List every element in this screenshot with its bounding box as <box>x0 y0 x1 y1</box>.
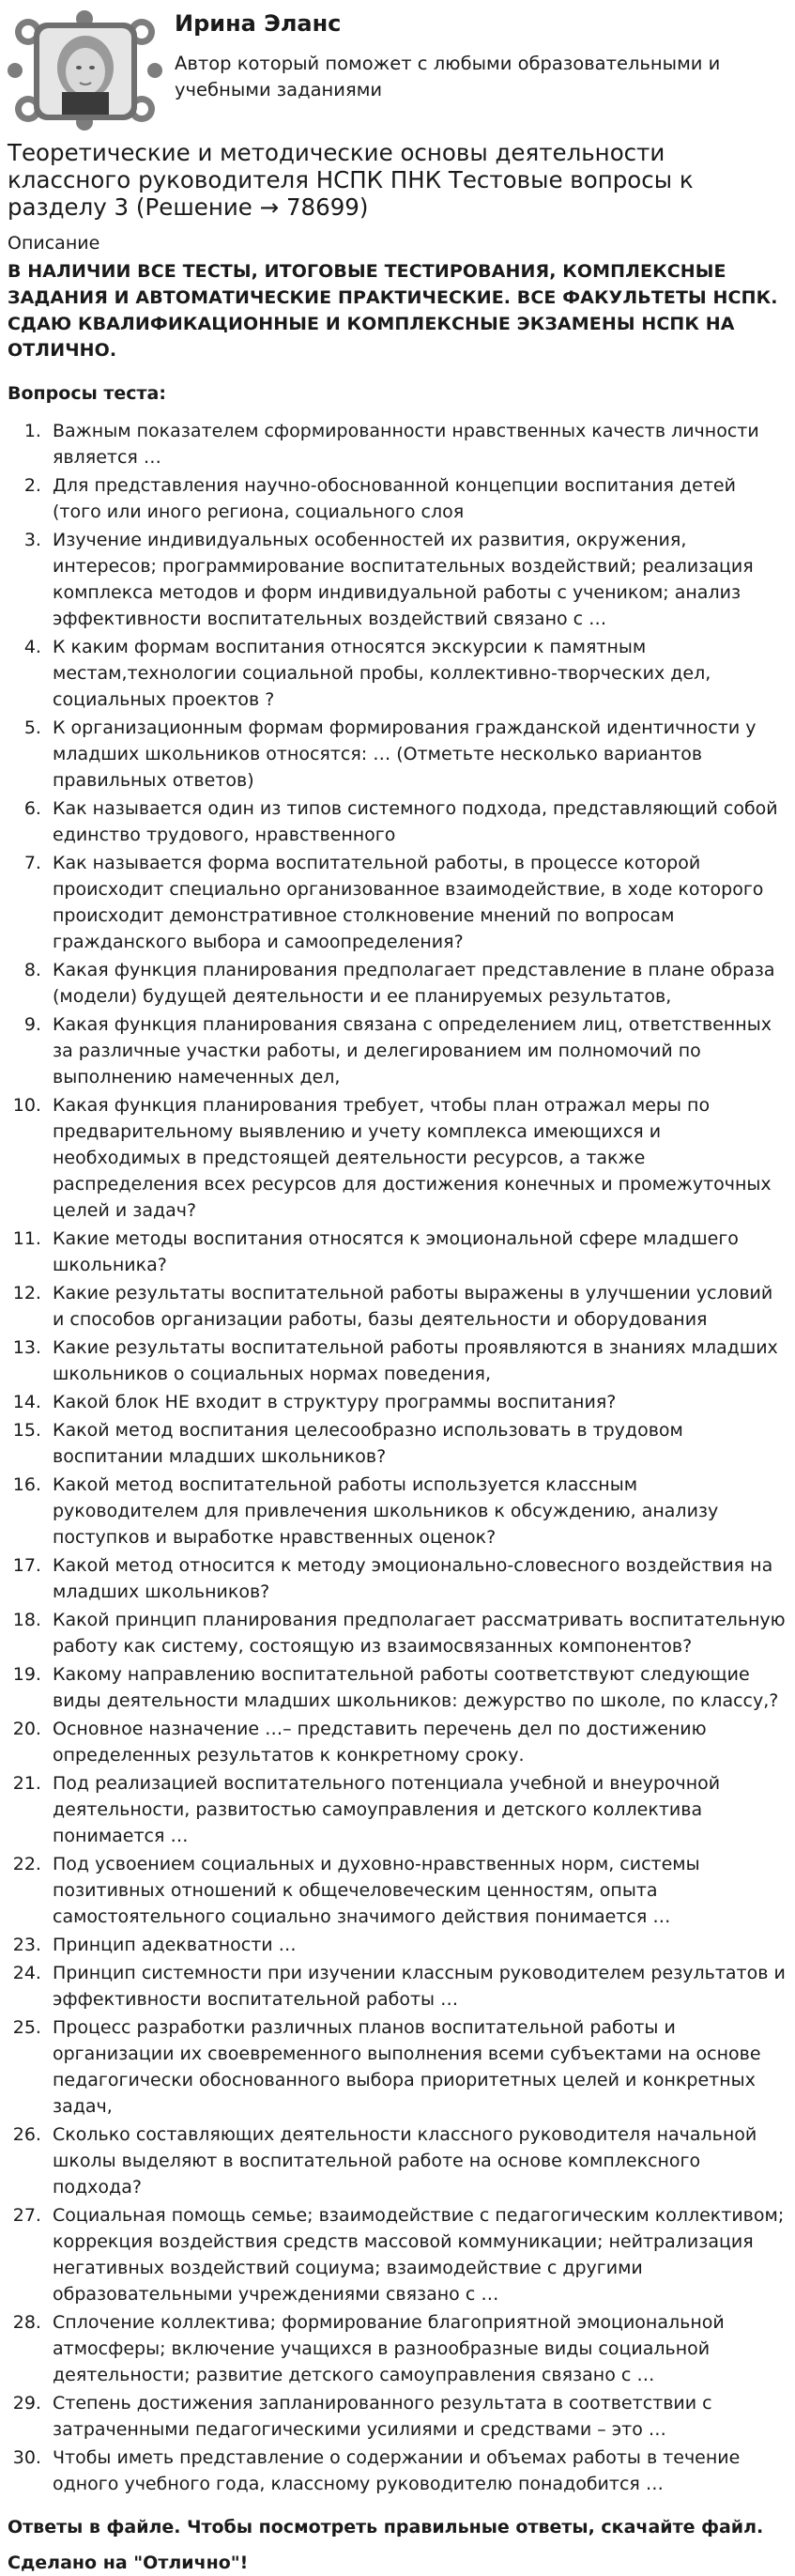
question-item: 8. Какая функция планирования предполагает представление в плане образа (модели) будущей деятельности и ее планируемых результатов, <box>47 957 787 1010</box>
question-item: 17. Какой метод относится к методу эмоционально-словесного воздействия на младших школьников? <box>47 1552 787 1605</box>
questions-heading: Вопросы теста: <box>8 383 166 404</box>
question-item: 24. Принцип системности при изучении классным руководителем результатов и эффективности воспитательной работы … <box>47 1960 787 2013</box>
question-item: 6. Как называется один из типов системного подхода, представляющий собой единство трудового, нравственного <box>47 795 787 848</box>
question-item: 26. Сколько составляющих деятельности классного руководителя начальной школы выделяют в воспитательной работе на основе комплексного подхода? <box>47 2121 787 2200</box>
question-item: 29. Степень достижения запланированного результата в соответствии с затраченными педагогическими усилиями и средствами – это … <box>47 2390 787 2443</box>
description-text: В НАЛИЧИИ ВСЕ ТЕСТЫ, ИТОГОВЫЕ ТЕСТИРОВАНИЯ, КОМПЛЕКСНЫЕ ЗАДАНИЯ И АВТОМАТИЧЕСКИЕ ПРАКТИЧЕСКИЕ. ВСЕ ФАКУЛЬТЕТЫ НСПК. СДАЮ КВАЛИФИКАЦИОННЫЕ И КОМПЛЕКСНЫЕ ЭКЗАМЕНЫ НСПК НА ОТЛИЧНО. <box>8 261 778 361</box>
question-item: 27. Социальная помощь семье; взаимодействие с педагогическим коллективом; коррекция воздействия средств массовой коммуникации; нейтрализация негативных воздействий социума; взаимодействие с другими образовательными учреждениями связано с … <box>47 2202 787 2307</box>
question-item: 15. Какой метод воспитания целесообразно использовать в трудовом воспитании младших школьников? <box>47 1417 787 1470</box>
question-item: 14. Какой блок НЕ входит в структуру программы воспитания? <box>47 1389 787 1415</box>
question-item: 19. Какому направлению воспитательной работы соответствуют следующие виды деятельности младших школьников: дежурство по школе, по классу,? <box>47 1661 787 1714</box>
author-info <box>175 0 738 103</box>
questions-list <box>8 418 787 2497</box>
question-item: 13. Какие результаты воспитательной работы проявляются в знаниях младших школьников о социальных нормах поведения, <box>47 1334 787 1387</box>
question-item: 28. Сплочение коллектива; формирование благоприятной эмоциональной атмосферы; включение учащихся в разнообразные виды социальной деятельности; развитие детского самоуправления связано с … <box>47 2309 787 2388</box>
avatar[interactable] <box>8 9 162 131</box>
page-title: Теоретические и методические основы деятельности классного руководителя НСПК ПНК Тестовые вопросы к разделу 3 (Решение → 78699) <box>8 139 694 221</box>
question-item: 20. Основное назначение …– представить перечень дел по достижению определенных результатов к конкретному сроку. <box>47 1716 787 1768</box>
question-item: 12. Какие результаты воспитательной работы выражены в улучшении условий и способов организации работы, базы деятельности и оборудования <box>47 1280 787 1333</box>
author-block <box>8 0 787 131</box>
question-item: 1. Важным показателем сформированности нравственных качеств личности является … <box>47 418 787 470</box>
question-item: 25. Процесс разработки различных планов воспитательной работы и организации их своевременного выполнения всеми субъектами на основе педагогически обоснованного выбора приоритетных целей и конкретных задач, <box>47 2014 787 2120</box>
avatar-photo-icon <box>8 9 162 131</box>
author-description: Автор который поможет с любыми образовательными и учебными заданиями <box>175 53 721 100</box>
question-item: 3. Изучение индивидуальных особенностей их развития, окружения, интересов; программирование воспитательных воздействий; реализация комплекса методов и форм индивидуальной работы с учеником; анализ эффективности воспитательных воздействий связано с … <box>47 527 787 632</box>
question-item: 30. Чтобы иметь представление о содержании и объемах работы в течение одного учебного года, классному руководителю понадобится … <box>47 2445 787 2497</box>
quality-note: Сделано на "Отлично"! <box>8 2553 249 2573</box>
answers-note: Ответы в файле. Чтобы посмотреть правильные ответы, скачайте файл. <box>8 2517 764 2537</box>
question-item: 11. Какие методы воспитания относятся к эмоциональной сфере младшего школьника? <box>47 1226 787 1278</box>
description-label: Описание <box>8 233 100 254</box>
author-name[interactable]: Ирина Эланс <box>175 10 342 37</box>
question-item: 9. Какая функция планирования связана с определением лиц, ответственных за различные участки работы, и делегированием им полномочий по выполнению намеченных дел, <box>47 1011 787 1090</box>
question-item: 10. Какая функция планирования требует, чтобы план отражал меры по предварительному выявлению и учету комплекса имеющихся и необходимых в предстоящей деятельности ресурсов, а также распределения всех ресурсов для достижения конечных и промежуточных целей и задач? <box>47 1092 787 1224</box>
question-item: 22. Под усвоением социальных и духовно-нравственных норм, системы позитивных отношений к общечеловеческим ценностям, опыта самостоятельного социально значимого действия понимается … <box>47 1851 787 1930</box>
question-item: 7. Как называется форма воспитательной работы, в процессе которой происходит специально организованное взаимодействие, в ходе которого происходит демонстративное столкновение мнений по вопросам гражданского выбора и самоопределения? <box>47 850 787 955</box>
question-item: 16. Какой метод воспитательной работы используется классным руководителем для привлечения школьников к обсуждению, анализу поступков и выработке нравственных оценок? <box>47 1472 787 1550</box>
question-item: 5. К организационным формам формирования гражданской идентичности у младших школьников относятся: … (Отметьте несколько вариантов правильных ответов) <box>47 715 787 794</box>
question-item: 4. К каким формам воспитания относятся экскурсии к памятным местам,технологии социальной пробы, коллективно-творческих дел, социальных проектов ? <box>47 634 787 713</box>
question-item: 18. Какой принцип планирования предполагает рассматривать воспитательную работу как систему, состоящую из взаимосвязанных компонентов? <box>47 1607 787 1659</box>
question-item: 23. Принцип адекватности … <box>47 1932 787 1958</box>
question-item: 21. Под реализацией воспитательного потенциала учебной и внеурочной деятельности, развитостью самоуправления и детского коллектива понимается … <box>47 1770 787 1849</box>
question-item: 2. Для представления научно-обоснованной концепции воспитания детей (того или иного региона, социального слоя <box>47 472 787 525</box>
